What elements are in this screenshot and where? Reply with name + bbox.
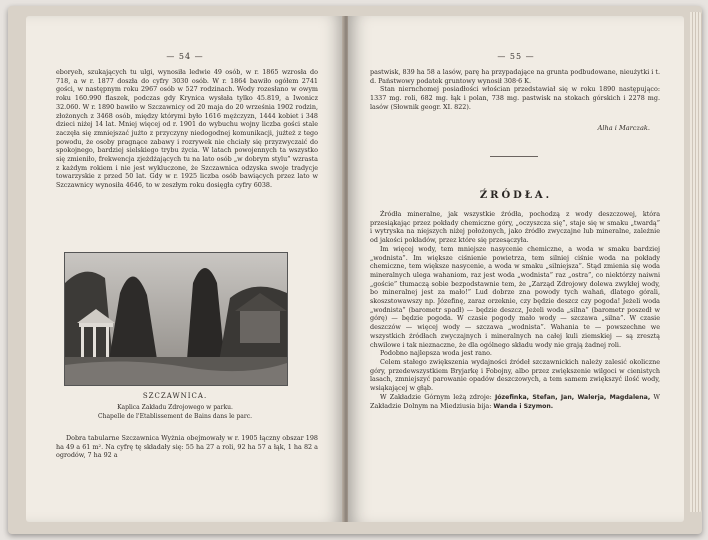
park-photo-image <box>65 253 287 385</box>
left-paragraph: eboryeh, szukających tu ulgi, wynosiła ledwie 49 osób, w r. 1865 wzrosła do 718, a w r. 1877 doszła do cyfry 3030 osób. W r. 1864 bawiło ogółem 2741 gości, w następnym roku 2967 osób w 527 rodzinach. Wody rozesłano w owym roku 160.990 flaszek, podczas gdy Krynica wysłała tylko 45.819, a Iwonicz 32.060. W r. 1890 bawiło w Szczawnicy od 20 maja do 20 września 1902 rodzin, złożonych z 3468 osób, między którymi było 1616 mężczyzn, 1444 kobiet i 348 dzieci niżej 14 lat. Mniej więcej od r. 1901 do wybuchu wojny liczba gości stale zaczęła się zmniejszać jużto z przyczyny niedogodnej komunikacji, jużteż z tego powodu, że osoby pragnące zabawy i rozrywek nie chciały się przyzwyczaić do spokojnego, bardziej sielskiego trybu życia. W latach powojennych ta wszystko się zmieniło, frekwencja zjeżdżających tu na lato osób „w dobrym stylu” wzrasta z każdym rokiem i nie jest wykluczone, że Szczawnica odzyska swoje tradycje towarzyskie z przed 50 lat. Gdy w r. 1925 liczba osób bawiących przez lato w Szczawnicy wynosiła 4646, to w zeszłym roku dosięgła cyfry 6038. <box>56 68 318 190</box>
sources-paragraph-1: Źródła mineralne, jak wszystkie źródła, pochodzą z wody deszczowej, która przesiąkając przez pokłady chemiczne góry, „oczyszcza się”, staje się w smaku „twardą” i wytryska na niejszych niżej położonych, jako źródło zwyczajne lub mineralne, zależnie od jakości pokładów, przez które się przesączyła. <box>370 210 660 245</box>
sources-paragraph-5 <box>370 393 660 412</box>
right-page-number: — 55 — <box>497 52 535 61</box>
sources-section <box>370 210 660 412</box>
right-paragraph-property: Stan niernchomej posiadłości włościan przedstawiał się w roku 1890 następująco: 1337 mg. roli, 682 mg. łąk i polan, 738 mg. pastwisk na stokach górskich i 2278 mg. lasów (Słownik geogr. XI. 822). <box>370 85 660 111</box>
photo-caption-pl: Kaplica Zakładu Zdrojowego w parku. <box>117 404 233 411</box>
section-title: ŹRÓDŁA. <box>479 190 553 201</box>
photo-caption-fr: Chapelle de l'Etablissement de Bains dans le parc. <box>97 413 253 420</box>
right-paragraph-continued: pastwisk, 839 ha 58 a lasów, parę ha przypadające na grunta podbudowane, nieużytki i t. d. Państwowy podatek gruntowy wynosił 308·6 K. <box>370 68 660 85</box>
sources-paragraph-2: Im więcej wody, tem mniejsze nasycenie chemiczne, a woda w smaku bardziej „wodnista”. Im większe ciśnienie powietrza, tem silniej ciśnie woda na pokłady chemiczne, tem większe nasycenie, a woda w smaku „silniejsza”. Stąd zmienia się woda mineralnych ulega wahaniom, raz jest woda „wodnista” raz „ostra”, co niektórzy naiwni „goście” tłumaczą sobie bezpodstawnie tem, że „Zarząd Zdrojowy dolewa zwykłej wody, bo mineralnej jest za mało!” Lud dobrze zna powody tych wahań, dlatego górali, skoszstowawszy np. Józefinę, zaraz orzeknie, czy będzie deszcz czy pogoda! Jeżeli woda „wodnista” (barometr spadł) — będzie deszcz, Jeżeli woda „silna” (barometr poszedł w górę) — będzie pogoda. W czasie pogody mało wody — szczawa „silna”. W czasie deszczów — więcej wody — szczawa „wodnista”. Wahania te — powszechne we wszystkich źródłach zwyczajnych i mineralnych na całej kuli ziemskiej — są zresztą chwilowe i tak nieznaczne, że dla ogólnego składu wody nie grają żadnej roli. <box>370 244 660 349</box>
author-signature: Alha i Marczak. <box>597 124 650 132</box>
springs-intro: W Zakładzie Górnym leżą zdroje: <box>380 392 492 401</box>
springs-lower-names: Wanda i Szymon. <box>493 403 554 411</box>
left-page <box>26 16 344 522</box>
right-page <box>348 16 684 522</box>
park-photo <box>64 252 288 386</box>
page-edges <box>690 12 702 512</box>
right-top-paragraphs <box>370 68 660 112</box>
springs-upper-names: Józefinka, Stefan, Jan, Walerja, Magdalena, <box>495 393 651 401</box>
left-page-number: — 54 — <box>166 52 204 61</box>
left-bottom-paragraph <box>56 434 318 460</box>
left-bottom-text: Dobra tabularne Szczawnica Wyżnia obejmowały w r. 1905 łączny obszar 198 ha 49 a 61 m². Na cyfrę tę składały się: 55 ha 27 a roli, 92 ha 57 a łąk, 1 ha 82 a ogrodów, 7 ha 92 a <box>56 434 318 460</box>
left-top-paragraph <box>56 68 318 190</box>
photo-caption-title: SZCZAWNICA. <box>142 392 208 400</box>
section-divider <box>490 156 538 157</box>
sources-paragraph-4: Celem stałego zwiększenia wydajności źródeł szczawnickich należy zalesić okoliczne góry, przedewszystkiem Bryjarkę i Fobojny, albo przez zwiększenie wilgoci w cienistych lasach, zmniejszyć parowanie opadów deszczowych, a tem samem zwiększyć ilość wody, wsiąkającej w głąb. <box>370 357 660 393</box>
springs-mid: W Zakładzie Dolnym na Miedziusia bija: <box>370 392 660 411</box>
sources-paragraph-3: Podobno najlepsza woda jest rano. <box>380 349 492 358</box>
